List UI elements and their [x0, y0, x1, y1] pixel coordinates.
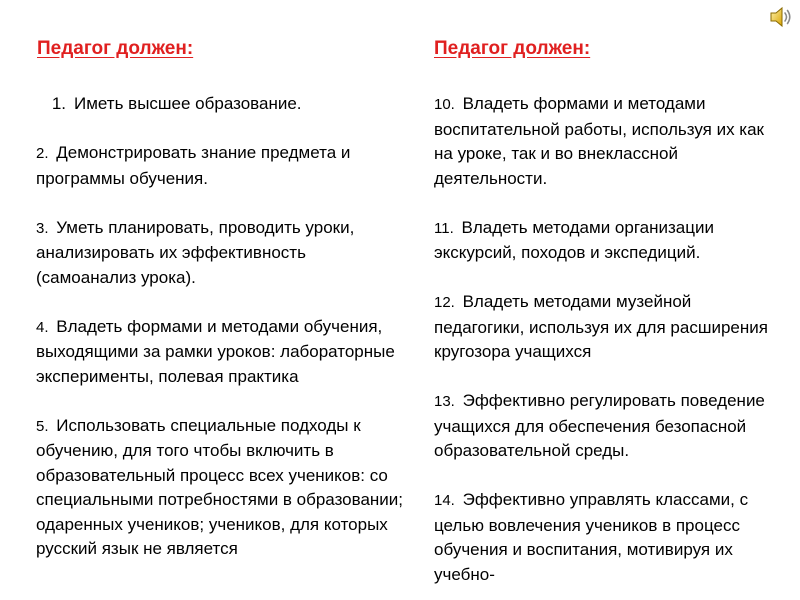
right-heading: Педагог должен: [434, 38, 591, 59]
item-text: Эффективно регулировать поведение учащихся для обеспечения безопасной образовательной среды. [434, 391, 765, 460]
item-number: 2. [36, 145, 49, 162]
item-number: 12. [434, 294, 455, 311]
item-text: Демонстрировать знание предмета и программы обучения. [36, 143, 351, 188]
item-number: 5. [36, 417, 49, 435]
list-item [434, 389, 786, 464]
list-item [434, 488, 786, 587]
list-item [434, 216, 786, 266]
item-number: 10. [434, 96, 455, 113]
item-number: 11. [434, 219, 454, 237]
item-text: Владеть формами и методами воспитательной работы, используя их как на уроке, так и во внеклассной деятельности. [434, 94, 764, 188]
item-text: Иметь высшее образование. [74, 94, 302, 113]
item-number: 4. [36, 318, 49, 336]
item-number: 3. [36, 219, 49, 237]
item-number: 13. [434, 393, 455, 410]
list-item [434, 92, 786, 191]
item-text: Эффективно управлять классами, с целью вовлечения учеников в процесс обучения и воспитания, мотивируя их учебно- [434, 490, 749, 584]
list-item [36, 92, 406, 117]
item-number: 1. [51, 94, 66, 113]
list-item [36, 141, 406, 191]
item-text: Использовать специальные подходы к обучению, для того чтобы включить в образовательный процесс всех учеников: со специальными потребностями в образовании; одаренных учеников; учеников, для которых русский язык не является [36, 415, 404, 558]
item-text: Владеть формами и методами обучения, выходящими за рамки уроков: лабораторные эксперименты, полевая практика [36, 316, 395, 386]
list-item [434, 290, 786, 365]
list-item [36, 216, 406, 291]
item-number: 14. [434, 492, 455, 509]
left-column [36, 92, 406, 586]
item-text: Владеть методами организации экскурсий, походов и экспедиций. [434, 217, 714, 262]
list-item [36, 414, 406, 562]
speaker-icon[interactable] [768, 4, 794, 30]
item-text: Владеть методами музейной педагогики, используя их для расширения кругозора учащихся [434, 292, 768, 361]
left-heading: Педагог должен: [37, 38, 194, 59]
right-column [434, 92, 786, 600]
item-text: Уметь планировать, проводить уроки, анализировать их эффективность (самоанализ урока). [36, 217, 355, 287]
list-item [36, 315, 406, 390]
